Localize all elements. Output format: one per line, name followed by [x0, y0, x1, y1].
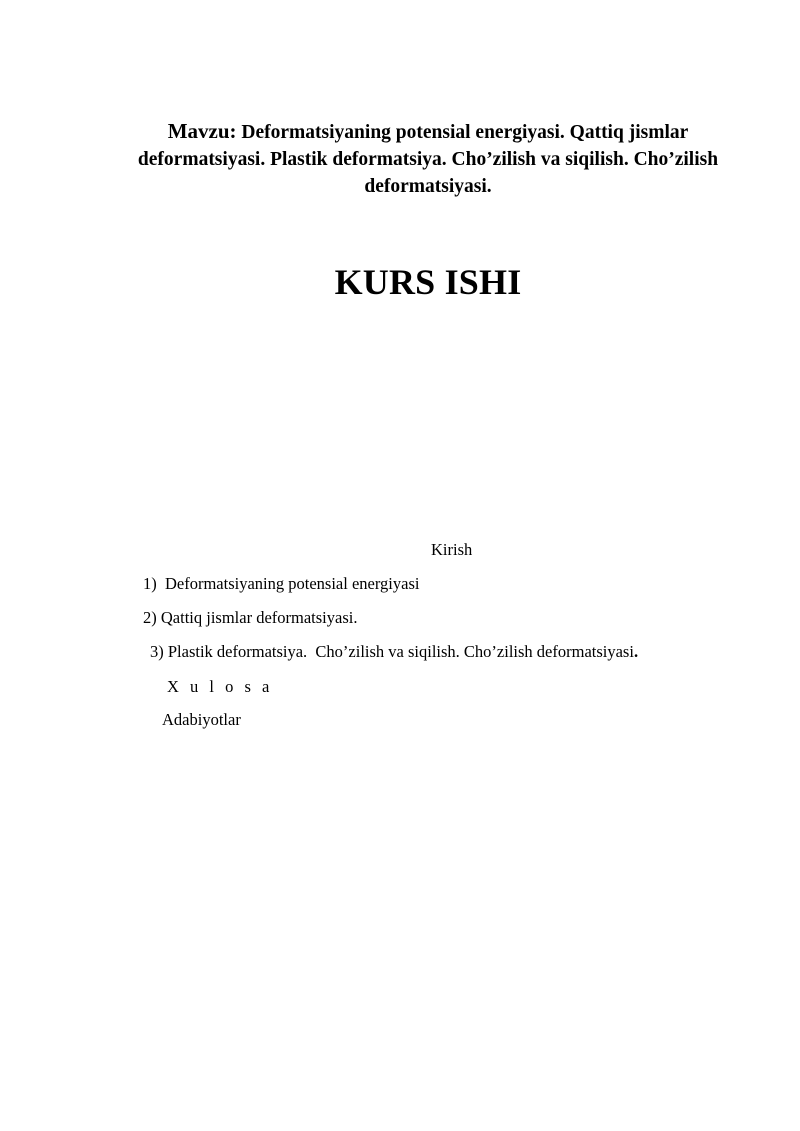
document-title: KURS ISHI — [334, 262, 522, 302]
topic-label: Mavzu: — [167, 119, 237, 143]
toc-item-3 — [150, 641, 638, 663]
toc-item-2: 2) Qattiq jismlar deformatsiyasi. — [143, 608, 358, 627]
toc-item-3-period: . — [633, 642, 639, 661]
topic-heading — [120, 118, 736, 200]
toc-references: Adabiyotlar — [162, 710, 241, 729]
toc-item-1: 1) Deformatsiyaning potensial energiyasi — [143, 574, 420, 593]
toc-item-3-text: 3) Plastik deformatsiya. Cho’zilish va siqilish. Cho’zilish deformatsiyasi — [150, 642, 634, 661]
topic-text: Deformatsiyaning potensial energiyasi. Qattiq jismlar deformatsiyasi. Plastik deformatsiya. Cho’zilish va siqilish. Cho’zilish deformatsiyasi. — [137, 122, 719, 197]
toc-conclusion: X u l o s a — [167, 677, 273, 696]
toc-intro: Kirish — [431, 540, 473, 559]
